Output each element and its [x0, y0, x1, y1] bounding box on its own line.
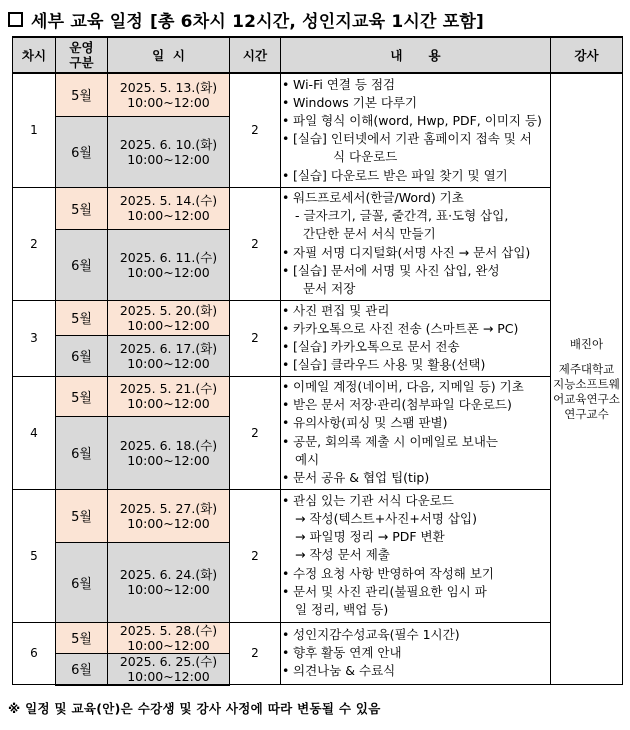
table-row: [13, 300, 623, 335]
time-text: 10:00~12:00: [127, 582, 210, 597]
month-cell: 6월: [56, 653, 108, 685]
month-cell: 6월: [56, 116, 108, 187]
list-item: • 향후 활동 연계 안내: [281, 644, 550, 662]
list-item-continuation: 문서 저장: [303, 280, 356, 296]
list-item: • 받은 문서 저장·관리(첨부파일 다운로드): [281, 396, 550, 414]
hours-cell: 2: [230, 489, 281, 622]
list-item: • Wi-Fi 연결 등 점검: [281, 76, 550, 94]
list-item: • 이메일 계정(네이버, 다음, 지메일 등) 기초: [281, 378, 550, 396]
hours-cell: 2: [230, 187, 281, 300]
date-cell: [108, 229, 230, 300]
list-item: • [실습] 클라우드 사용 및 활용(선택): [281, 356, 550, 374]
table-row: [13, 73, 623, 116]
instructor-affiliation-line2: 지능소프트웨: [553, 376, 620, 391]
list-item: • [실습] 인터넷에서 기관 홈페이지 접속 및 서: [281, 130, 550, 148]
instructor-affiliation-line1: 제주대학교: [558, 361, 615, 376]
session-number: 5: [13, 489, 56, 622]
time-text: 10:00~12:00: [127, 452, 210, 468]
list-item: • Windows 기본 다루기: [281, 94, 550, 112]
date-cell: [108, 542, 230, 622]
date-text: 2025. 5. 27.(화): [119, 500, 218, 516]
month-cell: 5월: [56, 622, 108, 653]
date-text: 2025. 6. 18.(수): [119, 437, 218, 453]
list-item: • 성인지감수성교육(필수 1시간): [281, 626, 550, 644]
list-item: • 관심 있는 기관 서식 다운로드: [281, 492, 550, 510]
title-main: 세부 교육 일정: [31, 11, 143, 32]
header-content: 내 용: [281, 37, 551, 73]
header-row: [13, 37, 623, 73]
time-text: 10:00~12:00: [127, 668, 210, 684]
list-item: • 문서 및 사진 관리(불필요한 임시 파: [281, 583, 550, 601]
date-text: 2025. 5. 20.(화): [119, 302, 218, 318]
month-cell: 6월: [56, 416, 108, 489]
time-text: 10:00~12:00: [127, 94, 210, 110]
date-text: 2025. 6. 24.(화): [119, 567, 218, 582]
time-text: 10:00~12:00: [127, 396, 210, 411]
date-cell: [108, 416, 230, 489]
month-cell: 5월: [56, 187, 108, 229]
content-cell: [281, 187, 551, 300]
hours-cell: 2: [230, 300, 281, 376]
date-text: 2025. 5. 21.(수): [119, 381, 218, 396]
date-text: 2025. 6. 17.(화): [119, 340, 218, 356]
header-type-line2: 구분: [69, 55, 94, 70]
date-text: 2025. 5. 13.(화): [119, 79, 218, 95]
list-item: • 공문, 회의록 제출 시 이메일로 보내는: [281, 433, 550, 451]
content-cell: [281, 489, 551, 622]
content-cell: [281, 300, 551, 376]
header-session: 차시: [13, 37, 56, 73]
instructor-name: 배진아: [569, 336, 604, 351]
footnote: ※ 일정 및 교육(안)은 수강생 및 강사 사정에 따라 변동될 수 있음: [8, 701, 381, 716]
header-date: 일 시: [108, 37, 230, 73]
time-text: 10:00~12:00: [127, 264, 210, 280]
table-row: [13, 187, 623, 229]
list-item-continuation: 일 정리, 백업 등): [295, 602, 389, 617]
month-cell: 6월: [56, 542, 108, 622]
time-text: 10:00~12:00: [127, 208, 210, 223]
table-row: [13, 622, 623, 653]
date-text: 2025. 5. 14.(수): [119, 193, 218, 208]
time-text: 10:00~12:00: [127, 317, 210, 333]
month-cell: 5월: [56, 376, 108, 416]
list-item: • 사진 편집 및 관리: [281, 302, 550, 320]
list-item-continuation: 간단한 문서 서식 만들기: [303, 226, 436, 242]
time-text: 10:00~12:00: [127, 355, 210, 371]
month-cell: 5월: [56, 489, 108, 542]
instructor-affiliation-line4: 연구교수: [564, 406, 609, 421]
list-item-step: → 파일명 정리 → PDF 변환: [295, 529, 445, 545]
list-item-step: → 작성(텍스트+사진+서명 삽입): [295, 510, 477, 526]
list-item: • [실습] 카카오톡으로 문서 전송: [281, 338, 550, 356]
list-item-continuation: 예시: [295, 451, 320, 467]
content-cell: [281, 376, 551, 489]
time-text: 10:00~12:00: [127, 515, 210, 531]
list-item: • 워드프로세서(한글/Word) 기초: [281, 189, 550, 207]
time-text: 10:00~12:00: [127, 151, 210, 167]
session-number: 2: [13, 187, 56, 300]
month-cell: 6월: [56, 229, 108, 300]
list-item: • 수정 요청 사항 반영하여 작성해 보기: [281, 565, 550, 583]
header-hours: 시간: [230, 37, 281, 73]
date-text: 2025. 6. 10.(화): [119, 136, 218, 152]
session-number: 6: [13, 622, 56, 685]
table-row: [13, 376, 623, 416]
month-cell: 5월: [56, 300, 108, 335]
date-cell: [108, 622, 230, 653]
date-text: 2025. 6. 11.(수): [119, 249, 218, 265]
list-item: • 의견나눔 & 수료식: [281, 662, 550, 680]
content-cell: [281, 73, 551, 187]
date-text: 2025. 6. 25.(수): [119, 653, 218, 669]
list-item-continuation: 식 다운로드: [333, 149, 398, 165]
list-item: • 유의사항(피싱 및 스팸 판별): [281, 414, 550, 432]
title-subtitle: [총 6차시 12시간, 성인지교육 1시간 포함]: [149, 11, 484, 32]
date-cell: [108, 335, 230, 376]
date-cell: [108, 300, 230, 335]
date-text: 2025. 5. 28.(수): [119, 622, 218, 638]
date-cell: [108, 376, 230, 416]
hours-cell: 2: [230, 622, 281, 685]
month-cell: 6월: [56, 335, 108, 376]
list-item-sub: - 글자크기, 글꼴, 줄간격, 표·도형 삽입,: [295, 208, 509, 224]
session-number: 4: [13, 376, 56, 489]
schedule-table: [12, 36, 623, 686]
header-type-line1: 운영: [69, 40, 94, 55]
date-cell: [108, 489, 230, 542]
page-title: [8, 4, 622, 34]
checkbox-square-icon: [8, 12, 23, 27]
table-row: [13, 489, 623, 542]
content-cell: [281, 622, 551, 685]
header-instructor: 강사: [551, 37, 623, 73]
instructor-affiliation-line3: 어교육연구소: [553, 391, 620, 406]
list-item: • 문서 공유 & 협업 팁(tip): [281, 469, 550, 487]
date-cell: [108, 73, 230, 116]
list-item: • [실습] 문서에 서명 및 사진 삽입, 완성: [281, 262, 550, 280]
session-number: 3: [13, 300, 56, 376]
time-text: 10:00~12:00: [127, 637, 210, 653]
month-cell: 5월: [56, 73, 108, 116]
list-item: • 자필 서명 디지털화(서명 사진 → 문서 삽입): [281, 244, 550, 262]
instructor-cell: [551, 73, 623, 685]
header-type: [56, 37, 108, 73]
list-item: • 카카오톡으로 사진 전송 (스마트폰 → PC): [281, 320, 550, 338]
date-cell: [108, 187, 230, 229]
hours-cell: 2: [230, 73, 281, 187]
date-cell: [108, 653, 230, 685]
date-cell: [108, 116, 230, 187]
list-item: • 파일 형식 이해(word, Hwp, PDF, 이미지 등): [281, 112, 550, 130]
list-item: • [실습] 다운로드 받은 파일 찾기 및 열기: [281, 167, 550, 185]
session-number: 1: [13, 73, 56, 187]
list-item-step: → 작성 문서 제출: [295, 547, 390, 563]
hours-cell: 2: [230, 376, 281, 489]
